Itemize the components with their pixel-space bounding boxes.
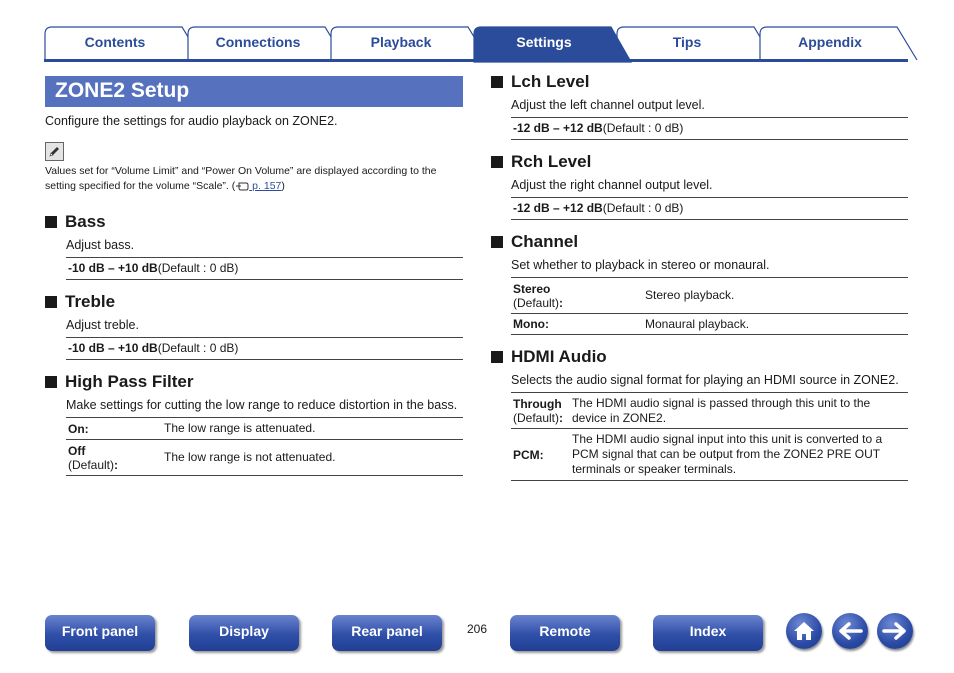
range-value: -12 dB – +12 dB bbox=[513, 121, 603, 135]
section-desc: Adjust the left channel output level. bbox=[511, 98, 705, 112]
page-number: 206 bbox=[466, 622, 488, 636]
option-value: The HDMI audio signal input into this unit is converted to a PCM signal that can be output from the ZONE2 PRE OUT terminals or speaker terminals. bbox=[572, 432, 883, 476]
section-desc: Set whether to playback in stereo or monaural. bbox=[511, 258, 770, 272]
option-colon: : bbox=[539, 447, 544, 462]
default-value: (Default : 0 dB) bbox=[602, 121, 684, 135]
section-rch-level bbox=[491, 152, 908, 220]
tab-playback[interactable] bbox=[330, 26, 490, 60]
setting-table bbox=[66, 417, 463, 476]
tab-label: Settings bbox=[516, 34, 572, 50]
table-row bbox=[66, 440, 463, 476]
bullet-square bbox=[491, 351, 503, 363]
section-heading bbox=[491, 72, 908, 92]
option-name: Mono bbox=[513, 317, 545, 331]
bullet-square bbox=[45, 216, 57, 228]
section-desc: Adjust treble. bbox=[66, 318, 139, 332]
section-heading bbox=[491, 232, 908, 252]
rear-panel-button[interactable]: Rear panel bbox=[332, 615, 442, 651]
tab-bar bbox=[44, 26, 908, 62]
bullet-square bbox=[491, 156, 503, 168]
section-heading bbox=[45, 292, 463, 312]
table-row bbox=[511, 393, 908, 429]
option-value: Monaural playback. bbox=[645, 316, 750, 331]
option-colon: : bbox=[559, 295, 564, 310]
hand-pointer-icon bbox=[235, 181, 249, 196]
table-row bbox=[66, 338, 463, 360]
setting-table bbox=[511, 197, 908, 220]
option-key bbox=[511, 429, 568, 480]
option-name: Through bbox=[513, 396, 562, 411]
section-title: Rch Level bbox=[511, 152, 592, 171]
range-value: -12 dB – +12 dB bbox=[513, 201, 603, 215]
table-row bbox=[511, 198, 908, 220]
note-line-1: Values set for “Volume Limit” and “Power On Volume” are displayed according to the bbox=[45, 165, 437, 177]
option-sub: (Default) bbox=[513, 410, 560, 425]
default-value: (Default : 0 dB) bbox=[602, 201, 684, 215]
remote-button[interactable]: Remote bbox=[510, 615, 620, 651]
forward-button[interactable] bbox=[877, 613, 913, 649]
option-colon: : bbox=[545, 317, 549, 331]
range-value: -10 dB – +10 dB bbox=[68, 341, 158, 355]
default-value: (Default : 0 dB) bbox=[157, 341, 239, 355]
forward-arrow-icon bbox=[882, 621, 908, 641]
section-heading bbox=[45, 372, 463, 392]
home-icon bbox=[792, 620, 816, 642]
section-title: Treble bbox=[65, 292, 116, 311]
tab-settings[interactable] bbox=[473, 26, 633, 60]
tab-appendix[interactable] bbox=[759, 26, 919, 60]
section-title: Bass bbox=[65, 212, 106, 231]
tab-label: Playback bbox=[370, 34, 432, 50]
section-desc: Adjust bass. bbox=[66, 238, 135, 252]
section-hdmi-audio bbox=[491, 347, 908, 481]
note-line-2-end: ) bbox=[281, 180, 285, 192]
section-desc: Make settings for cutting the low range to reduce distortion in the bass. bbox=[66, 398, 458, 412]
setting-table bbox=[66, 337, 463, 360]
section-title: High Pass Filter bbox=[65, 372, 194, 391]
back-button[interactable] bbox=[832, 613, 868, 649]
table-row bbox=[66, 258, 463, 280]
note-text bbox=[45, 164, 465, 196]
option-key bbox=[511, 314, 641, 334]
option-sub: (Default) bbox=[513, 295, 560, 310]
bullet-square bbox=[491, 76, 503, 88]
table-row bbox=[511, 118, 908, 140]
left-column bbox=[45, 76, 463, 476]
tab-connections[interactable] bbox=[187, 26, 347, 60]
option-value: The low range is not attenuated. bbox=[164, 450, 336, 464]
option-colon: : bbox=[559, 410, 564, 425]
option-key bbox=[511, 393, 568, 428]
section-treble bbox=[45, 292, 463, 360]
option-colon: : bbox=[84, 421, 89, 436]
option-key bbox=[66, 440, 160, 475]
section-bass bbox=[45, 212, 463, 280]
option-key bbox=[511, 278, 641, 313]
table-row bbox=[66, 418, 463, 440]
option-name: PCM bbox=[513, 447, 540, 462]
option-name: On bbox=[68, 421, 85, 436]
tab-tips[interactable] bbox=[616, 26, 776, 60]
setting-table bbox=[66, 257, 463, 280]
section-lch-level bbox=[491, 72, 908, 140]
tab-label: Tips bbox=[672, 34, 702, 50]
tab-label: Contents bbox=[84, 34, 146, 50]
section-title: Lch Level bbox=[511, 72, 590, 91]
display-button[interactable]: Display bbox=[189, 615, 299, 651]
page-link[interactable]: p. 157 bbox=[249, 180, 282, 192]
page-title: ZONE2 Setup bbox=[45, 76, 463, 107]
section-heading bbox=[45, 212, 463, 232]
section-heading bbox=[491, 152, 908, 172]
pencil-icon bbox=[45, 142, 64, 161]
setting-table bbox=[511, 392, 908, 481]
option-value: The HDMI audio signal is passed through this unit to the device in ZONE2. bbox=[572, 395, 871, 425]
option-value: The low range is attenuated. bbox=[164, 421, 316, 435]
table-row bbox=[511, 429, 908, 481]
section-high-pass-filter bbox=[45, 372, 463, 476]
table-row bbox=[511, 314, 908, 335]
back-arrow-icon bbox=[837, 621, 863, 641]
tab-label: Appendix bbox=[798, 34, 862, 50]
note-line-2-text: setting specified for the volume “Scale”. ( bbox=[45, 180, 236, 192]
option-value: Stereo playback. bbox=[645, 288, 735, 302]
table-row bbox=[511, 278, 908, 314]
section-title: HDMI Audio bbox=[511, 347, 607, 366]
note-line-2 bbox=[45, 179, 465, 196]
index-button[interactable]: Index bbox=[653, 615, 763, 651]
setting-table bbox=[511, 277, 908, 335]
section-title: Channel bbox=[511, 232, 579, 251]
option-name: Off bbox=[68, 443, 86, 458]
bullet-square bbox=[491, 236, 503, 248]
section-desc: Adjust the right channel output level. bbox=[511, 178, 713, 192]
tab-baseline bbox=[44, 59, 908, 62]
range-value: -10 dB – +10 dB bbox=[68, 261, 158, 275]
tab-label: Connections bbox=[215, 34, 301, 50]
option-name: Stereo bbox=[513, 281, 551, 296]
setting-table bbox=[511, 117, 908, 140]
bullet-square bbox=[45, 376, 57, 388]
right-column bbox=[491, 72, 908, 481]
section-channel bbox=[491, 232, 908, 335]
front-panel-button[interactable]: Front panel bbox=[45, 615, 155, 651]
bullet-square bbox=[45, 296, 57, 308]
tab-contents[interactable] bbox=[44, 26, 204, 60]
home-button[interactable] bbox=[786, 613, 822, 649]
option-colon: : bbox=[114, 457, 119, 472]
option-sub: (Default) bbox=[68, 457, 115, 472]
section-heading bbox=[491, 347, 908, 367]
option-key bbox=[66, 418, 160, 439]
intro-text: Configure the settings for audio playback on ZONE2. bbox=[45, 114, 338, 128]
section-desc: Selects the audio signal format for playing an HDMI source in ZONE2. bbox=[511, 373, 899, 387]
default-value: (Default : 0 dB) bbox=[157, 261, 239, 275]
